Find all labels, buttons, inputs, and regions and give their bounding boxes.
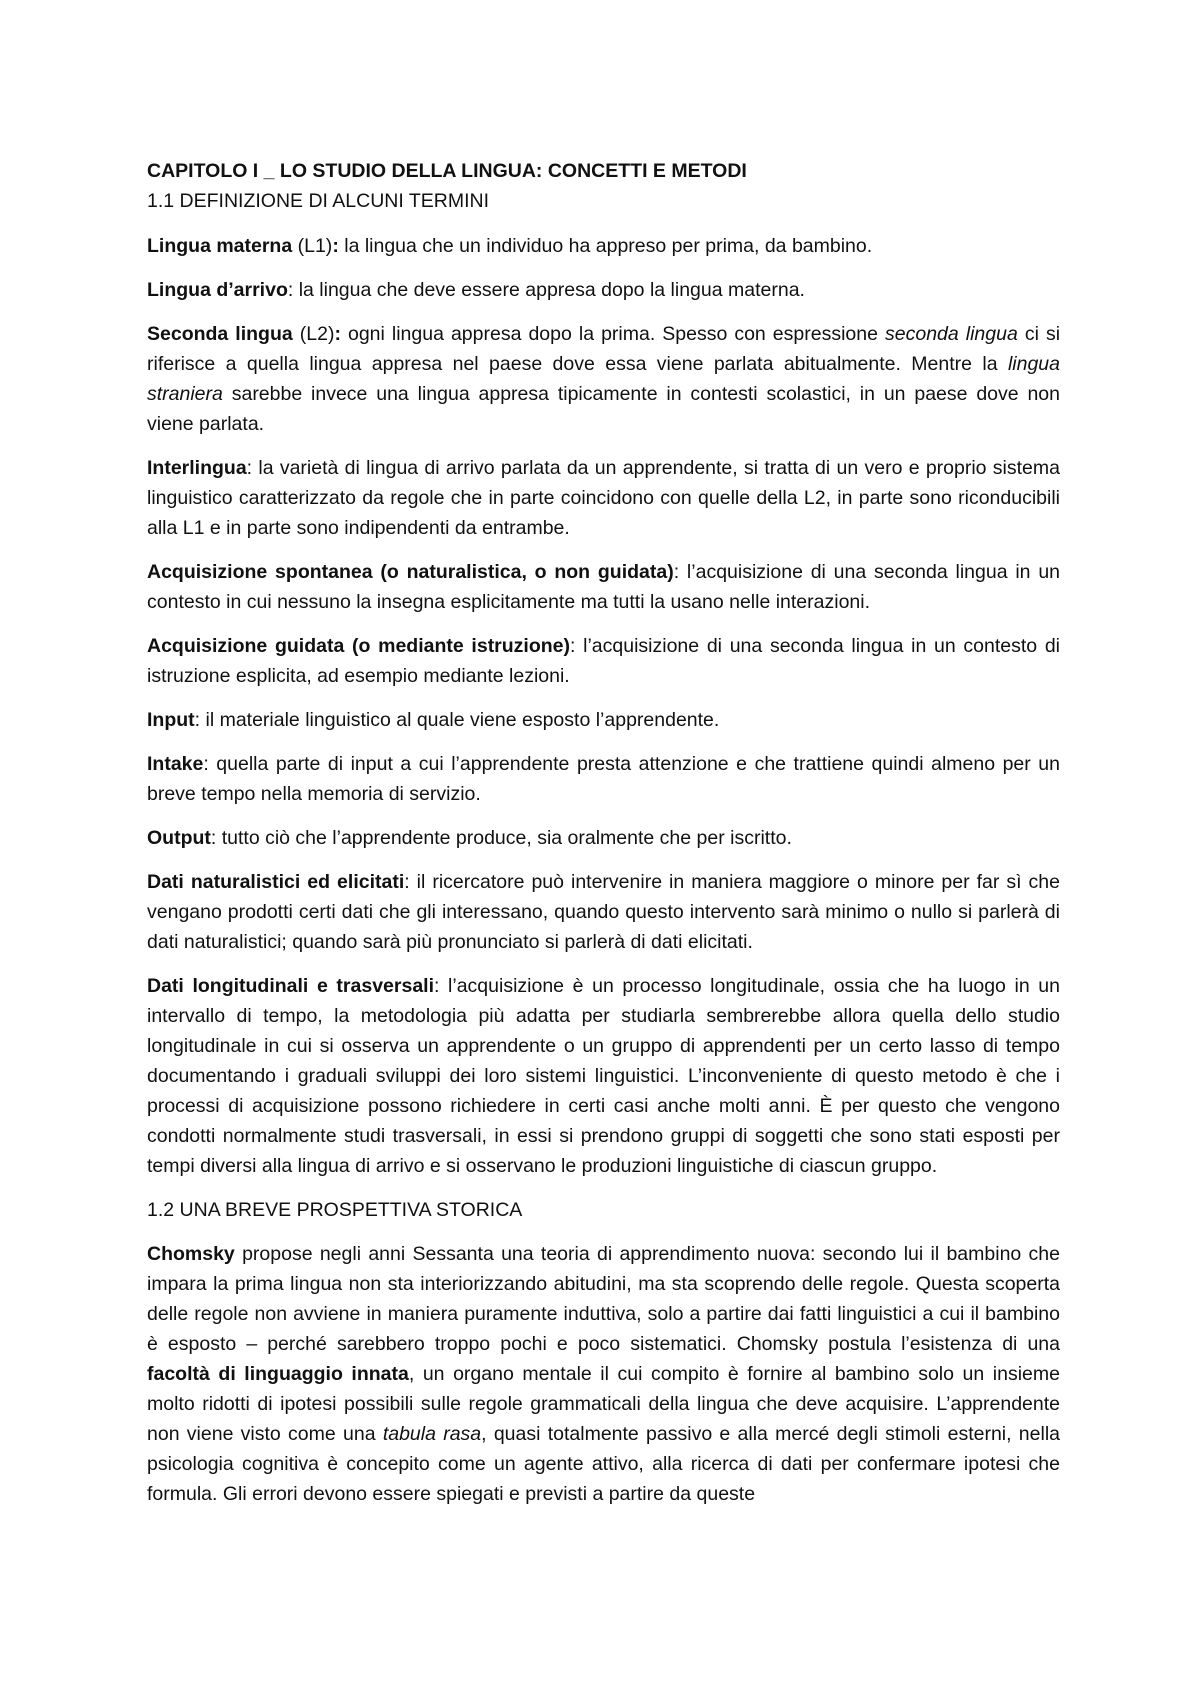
definition-paragraph [147, 453, 1060, 543]
definition-paragraph [147, 749, 1060, 809]
definition-paragraph [147, 867, 1060, 957]
term-label: Lingua materna [147, 235, 293, 257]
term-label: Dati longitudinali e trasversali [147, 975, 435, 997]
paragraph-text: : la varietà di lingua di arrivo parlata da un apprendente, si tratta di un vero e proprio sistema linguistico caratterizzato da regole che in parte coincidono con quelle della L2, in parte sono riconducibili alla L1 e in parte sono indipendenti da entrambe. [147, 457, 1060, 539]
term-label: Acquisizione guidata (o mediante istruzione) [147, 635, 571, 657]
paragraph-text: : l’acquisizione di una seconda lingua in un contesto in cui nessuno la insegna esplicitamente ma tutti la usano nelle interazioni. [147, 561, 1061, 613]
term-label: Input [147, 709, 195, 731]
term-label: Lingua d’arrivo [147, 279, 288, 301]
term-label: Interlingua [147, 457, 247, 479]
definition-paragraph [147, 971, 1060, 1181]
paragraph-text: : il ricercatore può intervenire in maniera maggiore o minore per far sì che vengano prodotti certi dati che gli interessano, quando questo intervento sarà minimo o nullo si parlerà di dati naturalistici; quando sarà più pronunciato si parlerà di dati elicitati. [147, 871, 1060, 953]
definition-paragraph [147, 823, 1060, 853]
paragraph-text: : tutto ciò che l’apprendente produce, sia oralmente che per iscritto. [210, 827, 792, 849]
document-page [147, 156, 1060, 1523]
history-paragraph [147, 1239, 1060, 1509]
definition-paragraph [147, 319, 1060, 439]
italic-term: tabula rasa [382, 1423, 482, 1445]
term-label: Output [147, 827, 211, 849]
term-label: Intake [147, 753, 204, 775]
paragraph-text: (L2) [292, 323, 335, 345]
paragraph-text: propose negli anni Sessanta una teoria di apprendimento nuova: secondo lui il bambino che impara la prima lingua non sta interiorizzando abitudini, ma sta scoprendo delle regole. Questa scoperta delle regole non avviene in maniera puramente induttiva, solo a partire dai fatti linguistici a cui il bambino è esposto – perché sarebbero troppo pochi e poco sistematici. Chomsky postula l’esistenza di una [147, 1243, 1060, 1355]
paragraph-text: sarebbe invece una lingua appresa tipicamente in contesti scolastici, in un paese dove non viene parlata. [147, 383, 1060, 435]
paragraph-text: : l’acquisizione è un processo longitudinale, ossia che ha luogo in un intervallo di tempo, la metodologia più adatta per studiarla sembrerebbe allora quella dello studio longitudinale in cui si osserva un apprendente o un gruppo di apprendenti per un certo lasso di tempo documentando i graduali sviluppi dei loro sistemi linguistici. L’inconveniente di questo metodo è che i processi di acquisizione possono richiedere in certi casi anche molti anni. È per questo che vengono condotti normalmente studi trasversali, in essi si prendono gruppi di soggetti che sono stati esposti per tempi diversi alla lingua di arrivo e si osservano le produzioni linguistiche di ciascun gruppo. [147, 975, 1060, 1177]
term-label: Dati naturalistici ed elicitati [147, 871, 405, 893]
definition-paragraph [147, 275, 1060, 305]
paragraph-text: : il materiale linguistico al quale viene esposto l’apprendente. [194, 709, 720, 731]
paragraph-text: , quasi totalmente passivo e alla mercé degli stimoli esterni, nella psicologia cognitiva è concepito come un agente attivo, alla ricerca di dati per confermare ipotesi che formula. Gli errori devono essere spiegati e previsti a partire da queste [147, 1423, 1061, 1505]
definition-paragraph [147, 705, 1060, 735]
term-label: Acquisizione spontanea (o naturalistica, o non guidata) [147, 561, 674, 583]
chapter-title: CAPITOLO I _ LO STUDIO DELLA LINGUA: CONCETTI E METODI [147, 160, 747, 182]
term-label: : [332, 235, 339, 257]
definition-paragraph [147, 557, 1060, 617]
paragraph-text: , un organo mentale il cui compito è fornire al bambino solo un insieme molto ridotti di ipotesi possibili sulle regole grammaticali della lingua che deve acquisire. L’apprendente non viene visto come una [147, 1363, 1060, 1445]
paragraph-text: (L1) [292, 235, 333, 257]
paragraph-text: ci si riferisce a quella lingua appresa nel paese dove essa viene parlata abitualmente. Mentre la [147, 323, 1061, 375]
term-label: Seconda lingua [147, 323, 293, 345]
italic-term: lingua straniera [147, 353, 1060, 405]
definitions-list [147, 231, 1060, 1181]
paragraph-text: la lingua che un individuo ha appreso per prima, da bambino. [338, 235, 873, 257]
definition-paragraph [147, 231, 1060, 261]
section-heading-1-2: 1.2 UNA BREVE PROSPETTIVA STORICA [147, 1199, 523, 1221]
italic-term: seconda lingua [885, 323, 1018, 345]
paragraph-text: ogni lingua appresa dopo la prima. Spesso con espressione [340, 323, 885, 345]
paragraph-text: : l’acquisizione di una seconda lingua in un contesto di istruzione esplicita, ad esempio mediante lezioni. [147, 635, 1060, 687]
term-label: Chomsky [147, 1243, 235, 1265]
section-heading-1-1: 1.1 DEFINIZIONE DI ALCUNI TERMINI [147, 190, 490, 212]
term-label: : [334, 323, 341, 345]
paragraph-text: : quella parte di input a cui l’apprendente presta attenzione e che trattiene quindi almeno per un breve tempo nella memoria di servizio. [147, 753, 1060, 805]
paragraph-text: : la lingua che deve essere appresa dopo la lingua materna. [287, 279, 805, 301]
term-label: facoltà di linguaggio innata [147, 1363, 409, 1385]
definition-paragraph [147, 631, 1060, 691]
